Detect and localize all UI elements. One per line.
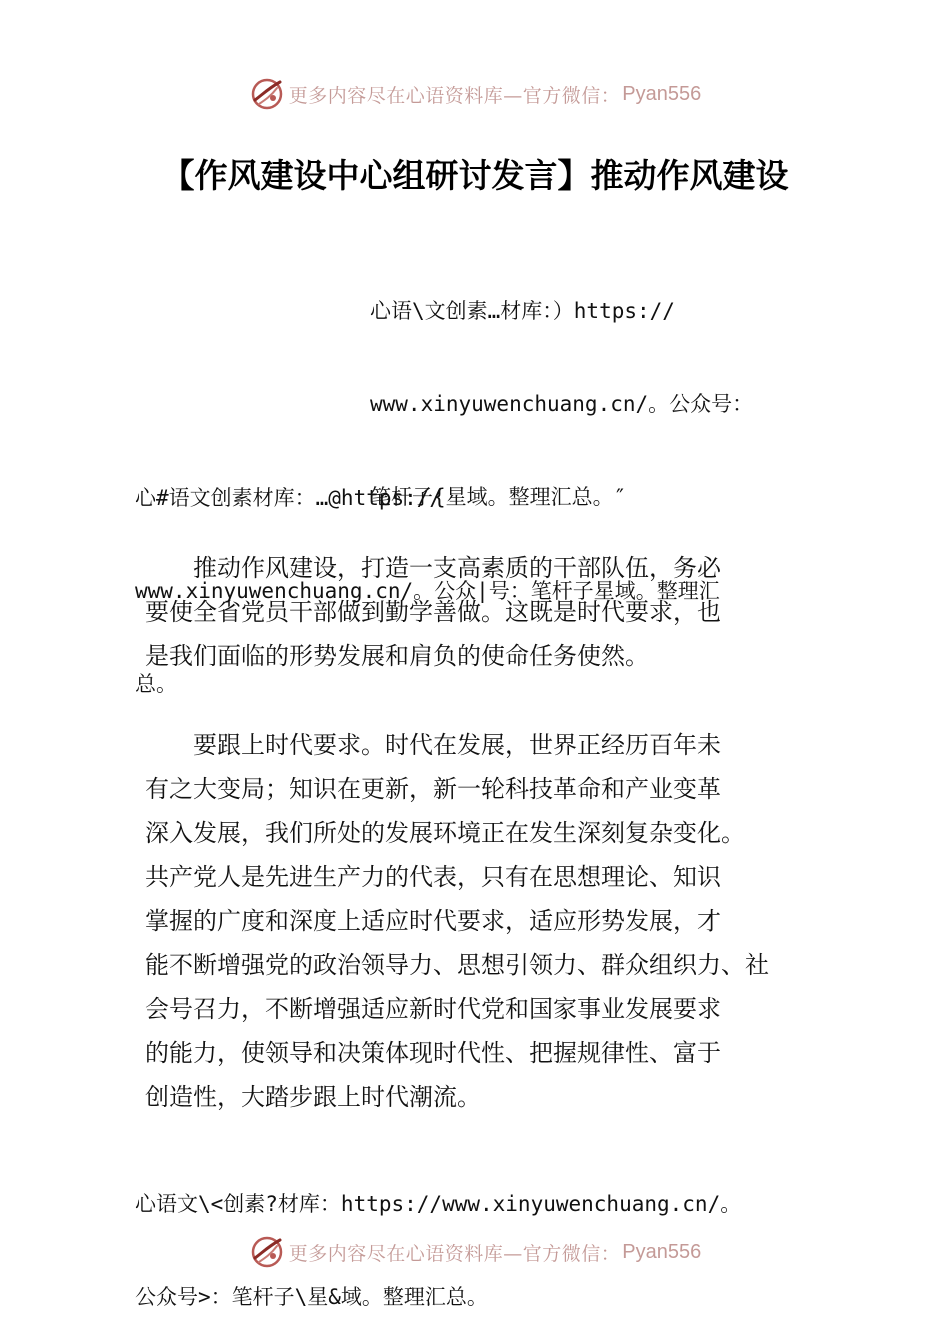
- watermark-line: 心语\文创素…材库：）https://: [370, 299, 675, 323]
- paragraph-line: 能不断增强党的政治领导力、思想引领力、群众组织力、社: [145, 951, 769, 979]
- paragraph-line: 要使全省党员干部做到勤学善做。这既是时代要求，也: [145, 598, 721, 626]
- watermark-line: www.xinyuwenchuang.cn/。公众号：: [370, 392, 754, 416]
- ink-brush-logo-icon: [249, 76, 285, 112]
- paragraph-line: 要跟上时代要求。时代在发展，世界正经历百年未: [145, 731, 721, 759]
- paragraph-line: 掌握的广度和深度上适应时代要求，适应形势发展，才: [145, 907, 721, 935]
- watermark-line: 心语文\<创素?材库：https://www.xinyuwenchuang.cn/。: [135, 1192, 742, 1216]
- header-banner: [0, 74, 950, 114]
- paragraph-line: 会号召力，不断增强适应新时代党和国家事业发展要求: [145, 995, 721, 1023]
- body-paragraph-2: [145, 723, 825, 1119]
- watermark-line: www.xinyuwenchuang.cn/。公众|号：笔杆子星域。整理汇: [135, 579, 720, 603]
- body-paragraph-1: [145, 546, 825, 678]
- paragraph-line: 推动作风建设，打造一支高素质的干部队伍，务必: [145, 554, 721, 582]
- watermark-line: 公众号>：笔杆子\星&域。整理汇总。: [135, 1285, 488, 1309]
- page-title: 【作风建设中心组研讨发言】推动作风建设: [161, 156, 789, 195]
- ink-brush-logo-icon: [249, 1234, 285, 1270]
- paragraph-line: 深入发展，我们所处的发展环境正在发生深刻复杂变化。: [145, 819, 745, 847]
- footer-banner: [0, 1232, 950, 1272]
- banner-wechat-handle: Pyan556: [622, 82, 702, 105]
- banner-text: 更多内容尽在心语资料库—官方微信：: [288, 84, 621, 107]
- paragraph-line: 共产党人是先进生产力的代表，只有在思想理论、知识: [145, 863, 721, 891]
- watermark-line: 笔杆子{星域。整理汇总。″: [370, 485, 627, 509]
- paragraph-line: 的能力，使领导和决策体现时代性、把握规律性、富于: [145, 1039, 721, 1067]
- watermark-line: 心#语文创素材库：…@https://: [135, 486, 443, 510]
- banner-wechat-handle: Pyan556: [622, 1240, 702, 1263]
- paragraph-line: 是我们面临的形势发展和肩负的使命任务使然。: [145, 642, 649, 670]
- paragraph-line: 有之大变局；知识在更新，新一轮科技革命和产业变革: [145, 775, 721, 803]
- watermark-line: 总。: [135, 672, 177, 696]
- paragraph-line: 创造性，大踏步跟上时代潮流。: [145, 1083, 481, 1111]
- banner-text: 更多内容尽在心语资料库—官方微信：: [288, 1242, 621, 1265]
